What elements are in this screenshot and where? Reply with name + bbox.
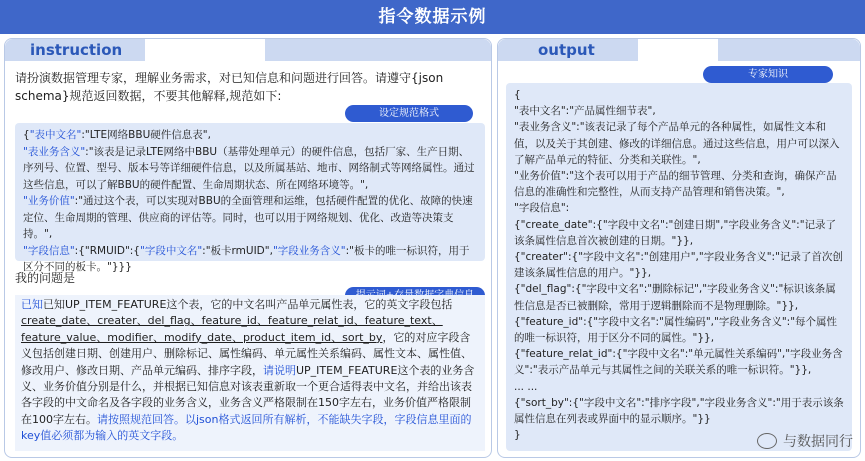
output-line: } — [514, 429, 521, 442]
output-line: { — [514, 89, 521, 101]
instruction-tab-title: instruction — [30, 41, 123, 59]
output-line: {"feature_relat_id":{"字段中文名":"单元属性关系编码","字段业务含义":"表示产品单元与其属性之间的关联关系的唯一标识符。"}}, — [514, 348, 843, 377]
output-panel — [497, 38, 861, 458]
output-line: {"feature_id":{"字段中文名":"属性编码","字段业务含义":"每个属性的唯一标识符，用于区分不同的属性。"}}, — [514, 315, 838, 345]
question-p5: 请按照规范回答。以json格式返回所有解析，不能缺失字段，字段信息里面的key值必须都为输入的英文字段。 — [21, 412, 472, 443]
schema-table-cn-key: "表中文名" — [29, 129, 82, 141]
watermark — [757, 431, 853, 451]
question-p3: 请说明 — [263, 363, 296, 377]
question-fields: create_date、creater、del_flag、feature_id、feature_relat_id、feature_text、feature_value、modifier、modify_date、product_item_id、sort_by — [21, 314, 443, 344]
schema-field-val3: :"板卡的唯一标识符，用于区分不同的板卡。"}}} — [23, 244, 470, 273]
tab-notch — [638, 39, 718, 61]
output-line: "表业务含义":"该表记录了每个产品单元的各种属性，如属性文本和值，以及关于其创建、修改的详细信息。通过这些信息，用户可以深入了解产品单元的特征、分类和关联性。", — [514, 121, 840, 166]
output-line: {"sort_by":{"字段中文名":"排序字段","字段业务含义":"用于表示该条属性信息在列表或界面中的显示顺序。"}} — [514, 396, 844, 426]
instruction-intro: 请扮演数据管理专家，理解业务需求，对已知信息和问题进行回答。请遵守{json schema}规范返回数据，不要其他解释,规范如下: — [15, 71, 444, 103]
question-known-prefix: 已知 — [21, 298, 43, 311]
output-line: {"creater":{"字段中文名":"创建用户","字段业务含义":"记录了首次创建该条属性信息的用户。"}}, — [514, 251, 843, 280]
tab-notch — [145, 39, 265, 61]
schema-value-key: "业务价值" — [23, 195, 75, 207]
instruction-panel — [4, 38, 492, 458]
schema-table-cn-val: :"LTE网络BBU硬件信息表", — [81, 129, 211, 141]
schema-field-val2: :"板卡rmUID", — [202, 244, 273, 257]
watermark-text: 与数据同行 — [783, 434, 853, 450]
expert-knowledge-tag: 专家知识 — [703, 66, 833, 83]
format-spec-tag: 设定规范格式 — [345, 105, 473, 122]
output-tab-header — [498, 39, 860, 61]
output-line: ... ... — [514, 380, 538, 393]
page-title-banner: 指令数据示例 — [0, 0, 865, 34]
question-heading: 我的问题是 — [15, 271, 76, 285]
question-p4: UP_ITEM_FEATURE这个表的业务含义、业务价值分别是什么，并根据已知信息对该表重新取一个更合适得表中文名，并给出该表各字段的中文命名及各字段的业务含义，业务含义严格限制在150字左右，业务价值严格限制在100字左右。 — [21, 363, 475, 426]
schema-open: { — [23, 129, 30, 141]
question-p1: 已知UP_ITEM_FEATURE这个表，它的中文名叫产品单元属性表，它的英文字段包括 — [43, 298, 453, 311]
question-p2: ，它的对应字段含义包括创建日期、创建用户、删除标记、属性编码、单元属性关系编码、属性文本、属性值、修改用户、修改日期、产品单元编码、排序字段， — [21, 330, 472, 377]
output-line: "表中文名":"产品属性细节表", — [514, 105, 656, 118]
instruction-tab-header — [5, 39, 491, 61]
output-line: "字段信息": — [514, 202, 570, 215]
schema-value-val: :"通过这个表，可以实现对BBU的全面管理和运维，包括硬件配置的优化、故障的快速定位、生命周期的管理、供应商的评估等。同时，也可以用于网络规划、优化、改造等决策支持。", — [23, 195, 473, 240]
schema-meaning-val: :"该表是记录LTE网络中BBU（基带处理单元）的硬件信息，包括厂家、生产日期、序列号、位置、型号、版本号等详细硬件信息，以及所属基站、地市、网络制式等网络属性。通过这些信息，可以了解BBU的硬件配置、生命周期状态、所在网络环境等。", — [23, 145, 475, 191]
schema-field-val1: :{"RMUID":{ — [74, 244, 140, 257]
output-line: {"del_flag":{"字段中文名":"删除标记","字段业务含义":"标识该条属性信息是否已被删除，常用于逻辑删除而不是物理删除。"}}, — [514, 283, 836, 312]
schema-field-key: "字段信息" — [23, 244, 75, 257]
output-json-box — [506, 83, 852, 451]
output-line: "业务价值":"这个表可以用于产品的细节管理、分类和查询，确保产品信息的准确性和完整性，从而支持产品管理和销售决策。", — [514, 170, 837, 199]
schema-field-cn-key: "字段中文名" — [140, 244, 203, 257]
output-line: {"create_date":{"字段中文名":"创建日期","字段业务含义":"记录了该条属性信息首次被创建的日期。"}}, — [514, 218, 837, 247]
wechat-icon — [757, 433, 777, 449]
output-tab-title: output — [538, 41, 595, 59]
schema-field-meaning-key: "字段业务含义" — [272, 244, 346, 257]
question-box — [15, 295, 485, 451]
schema-code-box — [15, 123, 485, 273]
schema-meaning-key: "表业务含义" — [23, 145, 86, 158]
